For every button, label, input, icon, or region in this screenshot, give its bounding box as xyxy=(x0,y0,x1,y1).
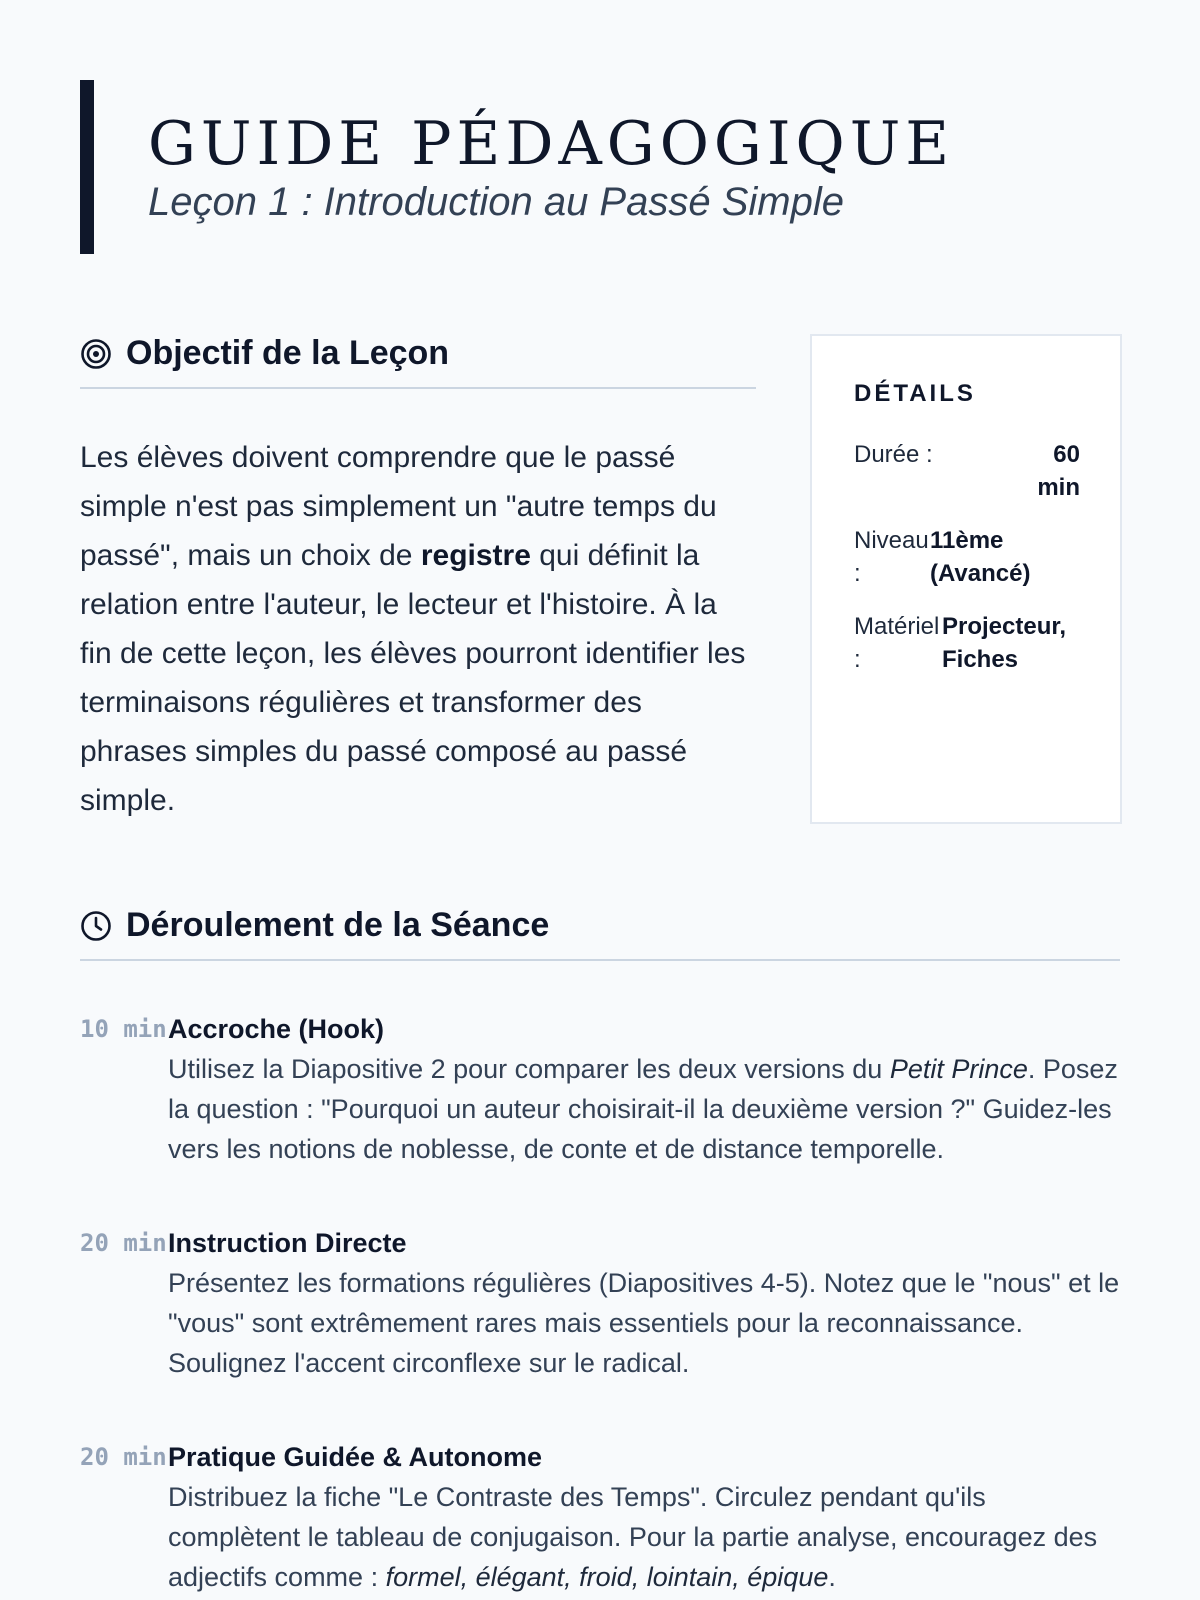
step-text-b: . Posez la question : "Pourquoi un auteur choisirait-il la deuxième version ?" Guidez-les vers les notions de noblesse, de conte et de distance temporelle. xyxy=(168,1054,1118,1164)
step-list xyxy=(80,1009,1120,1597)
detail-value: 60 min xyxy=(1037,441,1080,501)
step-title: Instruction Directe xyxy=(168,1228,407,1258)
flow-title: Déroulement de la Séance xyxy=(126,906,550,944)
clock-icon xyxy=(80,910,112,942)
flow-heading xyxy=(80,906,1120,961)
step-text-italic: Petit Prince xyxy=(889,1054,1028,1084)
target-icon xyxy=(80,338,112,370)
step-duration: 20 min xyxy=(80,1229,167,1257)
detail-value: Projecteur, Fiches xyxy=(942,613,1067,673)
objective-text-part1: Les élèves doivent comprendre que le passé simple n'est pas simplement un "autre temps du passé", mais un choix de xyxy=(80,441,717,572)
step-text-a: Présentez les formations régulières (Diapositives 4-5). Notez que le "nous" et le "vous" sont extrêmement rares mais essentiels pour la reconnaissance. Soulignez l'accent circonflexe sur le radical. xyxy=(168,1268,1120,1378)
objective-text xyxy=(80,433,756,825)
step-item xyxy=(80,1009,1120,1169)
detail-row-level xyxy=(854,524,1080,590)
detail-label: Durée : xyxy=(854,441,933,468)
step-body xyxy=(168,1437,1120,1597)
objective-section xyxy=(80,334,756,825)
step-body xyxy=(168,1009,1120,1169)
detail-label: Matériel : xyxy=(854,613,940,673)
step-text-b: . xyxy=(828,1562,836,1592)
header-accent-bar xyxy=(80,80,94,254)
step-duration: 10 min xyxy=(80,1015,167,1043)
page-subtitle: Leçon 1 : Introduction au Passé Simple xyxy=(148,180,844,224)
detail-row-duration xyxy=(854,438,1080,504)
step-text xyxy=(168,1263,1120,1383)
objective-title: Objectif de la Leçon xyxy=(126,334,450,372)
step-body xyxy=(168,1223,1120,1383)
step-duration: 20 min xyxy=(80,1443,167,1471)
step-item xyxy=(80,1223,1120,1383)
objective-heading xyxy=(80,334,756,389)
step-text-a: Distribuez la fiche "Le Contraste des Temps". Circulez pendant qu'ils complètent le tableau de conjugaison. Pour la partie analyse, encouragez des adjectifs comme : xyxy=(168,1482,1098,1592)
page-header xyxy=(80,80,1120,254)
detail-value: 11ème (Avancé) xyxy=(930,527,1031,587)
detail-row-material xyxy=(854,610,1080,676)
details-card xyxy=(810,334,1122,824)
step-item xyxy=(80,1437,1120,1597)
page-title: GUIDE PÉDAGOGIQUE xyxy=(148,109,955,179)
step-title: Accroche (Hook) xyxy=(168,1014,385,1044)
step-title: Pratique Guidée & Autonome xyxy=(168,1442,543,1472)
step-text-italic: formel, élégant, froid, lointain, épique xyxy=(385,1562,829,1592)
details-title: DÉTAILS xyxy=(854,380,976,407)
step-text-a: Utilisez la Diapositive 2 pour comparer les deux versions du xyxy=(168,1054,890,1084)
objective-keyword: registre xyxy=(420,539,531,572)
step-text xyxy=(168,1477,1120,1597)
session-flow-section xyxy=(80,906,1120,1600)
step-text xyxy=(168,1049,1120,1169)
top-section xyxy=(80,334,1120,824)
detail-label: Niveau : xyxy=(854,527,929,587)
objective-text-part2: qui définit la relation entre l'auteur, le lecteur et l'histoire. À la fin de cette leçon, les élèves pourront identifier les terminaisons régulières et transformer des phrases simples du passé composé au passé simple. xyxy=(80,539,746,817)
